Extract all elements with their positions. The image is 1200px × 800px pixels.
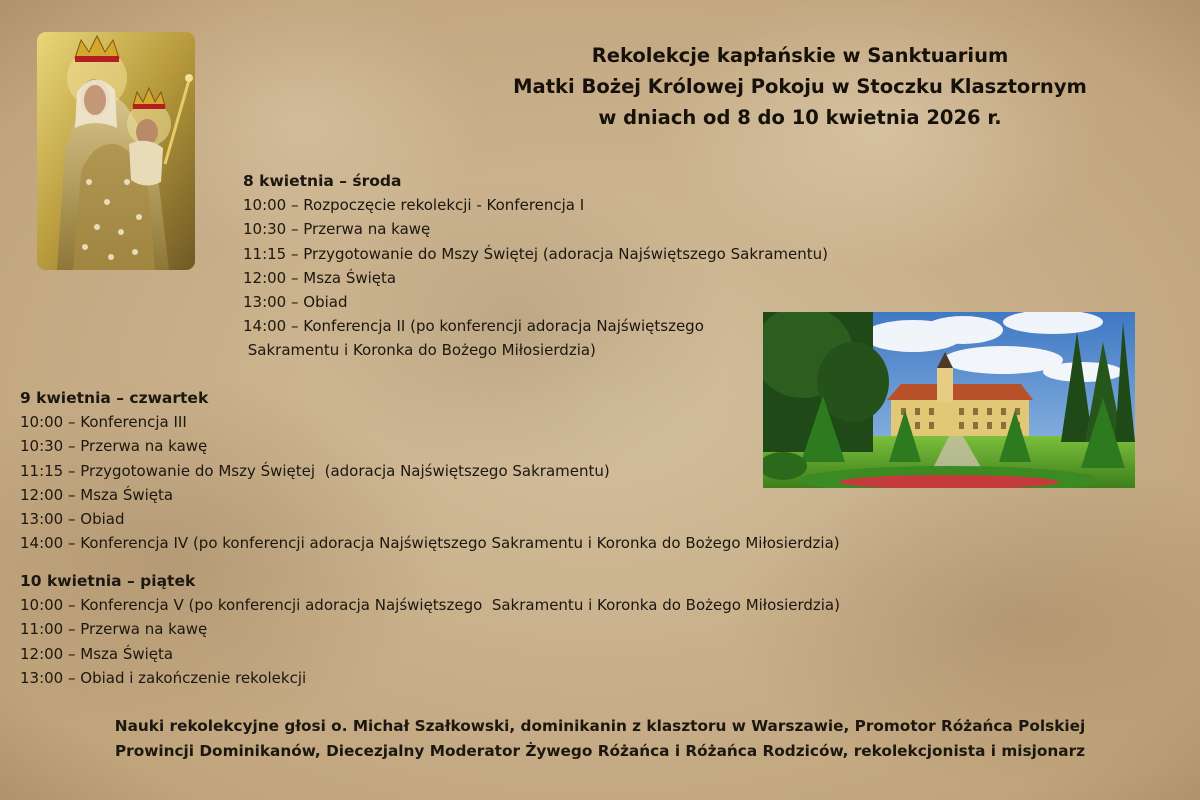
title-line-3: w dniach od 8 do 10 kwietnia 2026 r. <box>598 106 1002 129</box>
title-line-2: Matki Bożej Królowej Pokoju w Stoczku Klasztornym <box>513 75 1087 98</box>
preacher-info <box>20 714 1180 764</box>
schedule-item: 12:00 – Msza Święta <box>243 268 397 287</box>
schedule-item: 13:00 – Obiad i zakończenie rekolekcji <box>20 668 307 687</box>
day-heading: 8 kwietnia – środa <box>243 172 402 190</box>
schedule-item: 14:00 – Konferencja IV (po konferencji adoracja Najświętszego Sakramentu i Koronka do Bożego Miłosierdzia) <box>20 534 840 553</box>
schedule-item: 13:00 – Obiad <box>243 293 348 312</box>
schedule-item: 11:00 – Przerwa na kawę <box>20 620 208 639</box>
schedule-item: 10:30 – Przerwa na kawę <box>243 220 431 239</box>
schedule-item: 12:00 – Msza Święta <box>20 485 174 504</box>
schedule-day-3 <box>20 569 840 690</box>
schedule-item: 10:30 – Przerwa na kawę <box>20 437 208 456</box>
page-title <box>420 40 1180 133</box>
schedule-item: 10:00 – Konferencja III <box>20 413 187 432</box>
day-heading: 9 kwietnia – czwartek <box>20 389 209 407</box>
madonna-and-child-icon <box>37 32 195 270</box>
schedule-item: 13:00 – Obiad <box>20 510 125 529</box>
schedule-item-continuation: Sakramentu i Koronka do Bożego Miłosierdzia) <box>243 341 596 360</box>
schedule-item: 14:00 – Konferencja II (po konferencji adoracja Najświętszego <box>243 317 704 336</box>
title-line-1: Rekolekcje kapłańskie w Sanktuarium <box>591 44 1009 67</box>
schedule-item: 11:15 – Przygotowanie do Mszy Świętej (adoracja Najświętszego Sakramentu) <box>243 244 828 263</box>
schedule-item: 12:00 – Msza Święta <box>20 644 174 663</box>
schedule-item: 10:00 – Konferencja V (po konferencji adoracja Najświętszego Sakramentu i Koronka do Bożego Miłosierdzia) <box>20 596 840 615</box>
footer-line-2: Prowincji Dominikanów, Diecezjalny Moderator Żywego Różańca i Różańca Rodziców, rekolekcjonista i misjonarz <box>114 742 1086 760</box>
schedule-day-2 <box>20 386 840 555</box>
schedule-item: 10:00 – Rozpoczęcie rekolekcji - Konferencja I <box>243 196 585 215</box>
day-heading: 10 kwietnia – piątek <box>20 572 196 590</box>
schedule-item: 11:15 – Przygotowanie do Mszy Świętej (adoracja Najświętszego Sakramentu) <box>20 461 610 480</box>
schedule-day-1 <box>243 169 828 363</box>
footer-line-1: Nauki rekolekcyjne głosi o. Michał Szałkowski, dominikanin z klasztoru w Warszawie, Promotor Różańca Polskiej <box>114 717 1086 735</box>
